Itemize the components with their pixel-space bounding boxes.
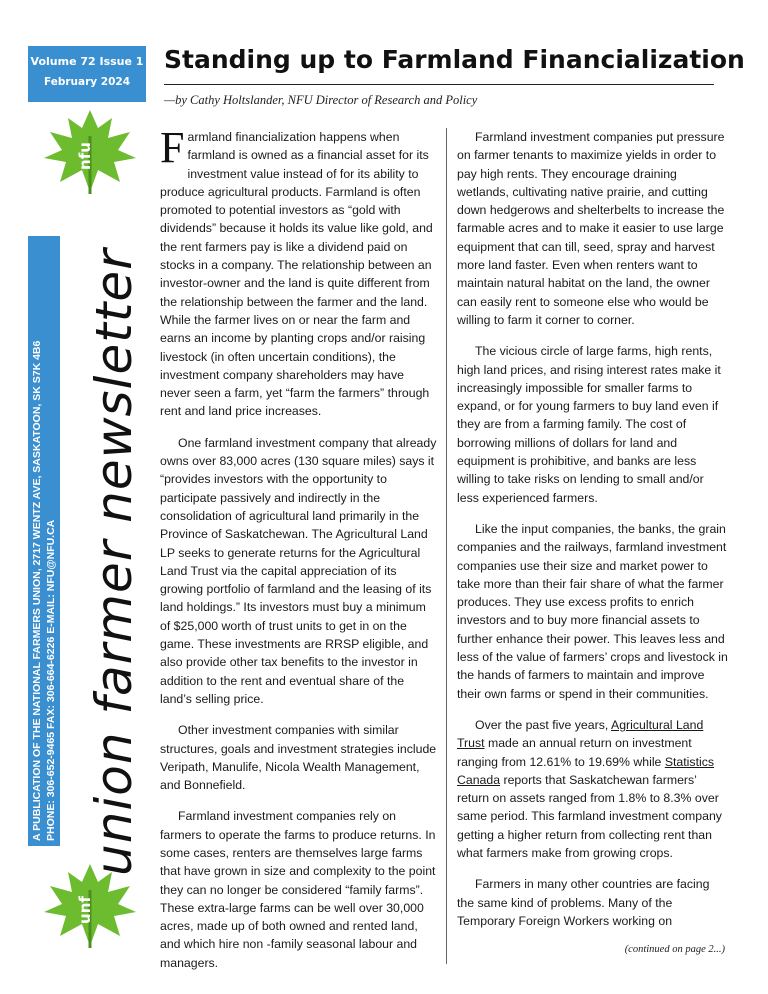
paragraph-5: Farmland investment companies put pressure on farmer tenants to maximize yields in order to pay high rents. They encourage draining wetlands, cultivating native prairie, and cutting down hedgerows and shelterbelts to increase the farmable acres and to make it easier to use large equipment that can till, seed, spray and harvest more land faster. Even when renters want to maintain natural habitat on the land, the owner can easily rent to someone else who would be willing to farm it corner to corner. [457, 130, 725, 327]
paragraph-4: Farmland investment companies rely on farmers to operate the farms to produce returns. In some cases, renters are themselves large farms that have grown in size and complexity to the point they can no longer be considered “family farms”. These extra-large farms can be well over 30,000 acres, made up of both owned and rented land, and which hire non -family seasonal labour and managers. [160, 809, 436, 970]
article-column-right [457, 128, 729, 943]
paragraph-1: Farmland financialization happens when farmland is owned as a financial asset for its investment value instead of for its ability to produce agricultural products. Farmland is often promoted to potential investors as “gold with dividends” because it holds its value like gold, and the rent farmers pay is like a dividend paid on stocks in a company. The relationship between an investor-owner and the land is quite different from the relationship between the farmer and the land. While the farmer lives on or near the farm and earns an income by planting crops and/or raising livestock (in often uncertain conditions), the investment company shareholders may have never seen a farm, yet “farm the farmers” through rent and land price increases. [160, 123, 433, 419]
newsletter-title: union farmer newsletter [85, 248, 143, 876]
nfu-logo-bottom-icon [40, 860, 140, 950]
volume-label: Volume 72 Issue 1 [30, 55, 144, 68]
column-divider [446, 128, 447, 964]
publication-contact: PHONE: 306-652-9465 FAX: 306-664-6226 E-MAIL: NFU@NFU.CA [45, 519, 57, 841]
publication-address: A PUBLICATION OF THE NATIONAL FARMERS UNION, 2717 WENTZ AVE, SASKATOON, SK S7K 4B6 [31, 340, 43, 841]
article-byline: —by Cathy Holtslander, NFU Director of Research and Policy [164, 93, 478, 107]
drop-cap: F [160, 123, 185, 172]
paragraph-8: Over the past five years, Agricultural Land Trust made an annual return on investment ranging from 12.61% to 19.69% while Statistics Canada reports that Saskatchewan farmers’ return on assets ranged from 1.8% to 8.3% over same period. This farmland investment company getting a higher return from collecting rent than what farmers make from growing crops. [457, 717, 722, 860]
paragraph-6: The vicious circle of large farms, high rents, high land prices, and rising interest rates make it increasingly impossible for smaller farms to expand, or for young farmers to buy land even if they are from a farming family. The cost of borrowing millions of dollars for land and equipment is prohibitive, and banks are less willing to take risks on lending to small and/or less experienced farmers. [457, 344, 721, 505]
headline-divider [164, 84, 714, 85]
link-statistics-canada[interactable]: Statistics Canada [457, 754, 715, 787]
issue-box [28, 46, 146, 102]
article-headline: Standing up to Farmland Financialization [164, 45, 745, 74]
paragraph-3: Other investment companies with similar structures, goals and investment strategies include Veripath, Manulife, Nicola Wealth Management, and Bonnefield. [160, 723, 437, 793]
paragraph-7: Like the input companies, the banks, the grain companies and the railways, farmland investment companies use their size and market power to take more than their fair share of what the farmer produces. They use excess profits to enrich investors and to buy more financial assets to further enhance their power. This leaves less and less of the value of farmers’ crops and livestock in the hands of farmers to maintain and improve their own farms or spend in their communities. [457, 521, 728, 701]
logo-wordmark: nfu [76, 142, 94, 170]
nfu-logo-icon [40, 106, 140, 196]
link-agricultural-land-trust[interactable]: Agricultural Land Trust [457, 717, 704, 751]
article-column-left [160, 123, 438, 985]
sidebar [28, 46, 146, 956]
paragraph-2: One farmland investment company that already owns over 83,000 acres (130 square miles) says it “provides investors with the opportunity to participate passively and indirectly in the consolidation of agricultural land primarily in the Province of Saskatchewan. The Agricultural Land LP seeks to generate returns for the Agricultural Land Trust via the capital appreciation of its growing portfolio of farmland and the leasing of its land holdings.” Its investors must buy a minimum of $25,000 worth of trust units to get in on the game. These investments are RRSP eligible, and also provide other tax benefits to the investor in addition to the rent and eventual share of the land’s selling price. [160, 435, 437, 706]
paragraph-9: Farmers in many other countries are facing the same kind of problems. Many of the Temporary Foreign Workers working on [457, 877, 710, 928]
issue-date: February 2024 [43, 76, 131, 88]
continued-note: (continued on page 2...) [624, 944, 725, 955]
logo-wordmark-bottom: unf [76, 896, 94, 924]
